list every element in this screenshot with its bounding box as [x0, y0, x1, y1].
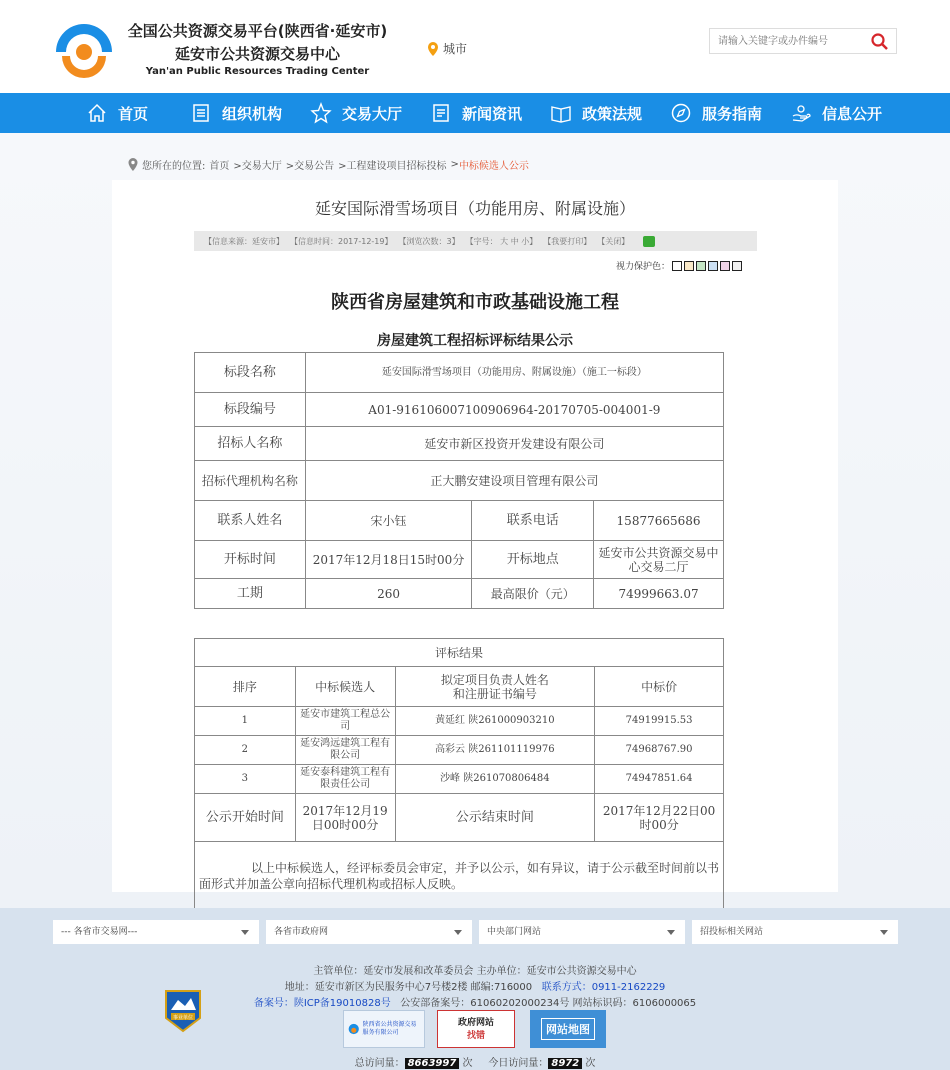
compass-icon	[670, 102, 692, 124]
book-icon	[550, 102, 572, 124]
nav-item-policy[interactable]	[550, 93, 642, 133]
open-time-value: 2017年12月18日15时00分	[305, 541, 472, 579]
home-icon	[86, 102, 108, 124]
company-cell: 延安市建筑工程总公司	[295, 707, 395, 736]
bidding-sites-select[interactable]	[692, 920, 898, 944]
star-icon	[310, 102, 332, 124]
trading-logo-icon	[348, 1020, 360, 1038]
nav-item-service-guide[interactable]	[670, 93, 762, 133]
select-value: --- 各省市交易网---	[61, 927, 138, 937]
table-row	[195, 707, 724, 736]
table-row	[195, 427, 724, 461]
news-icon	[430, 102, 452, 124]
eye-color-blue[interactable]	[708, 261, 718, 271]
breadcrumb-announcement[interactable]: >交易公告	[285, 161, 335, 172]
table-label: 开标时间	[195, 541, 306, 579]
error-report-line1: 政府网站	[457, 1018, 494, 1028]
nav-item-organization[interactable]	[190, 93, 282, 133]
article-subheading: 房屋建筑工程招标评标结果公示	[377, 333, 573, 349]
info-time: 【信息时间：2017-12-19】	[290, 236, 393, 246]
article-title: 延安国际滑雪场项目（功能用房、附属设施）	[314, 199, 635, 218]
footer-record-line	[0, 994, 950, 1009]
table-label: 招标代理机构名称	[195, 461, 306, 501]
table-row	[195, 393, 724, 427]
company-cell: 延安泰科建筑工程有限责任公司	[295, 765, 395, 794]
nav-label: 组织机构	[222, 104, 283, 123]
font-small-link[interactable]: 小】	[521, 236, 538, 246]
table-label: 联系电话	[472, 501, 594, 541]
breadcrumb	[128, 157, 529, 172]
font-size-label: 【字号：	[465, 236, 498, 246]
print-link[interactable]: 【我要打印】	[543, 236, 592, 246]
company-cell: 延安鸿远建筑工程有限公司	[295, 736, 395, 765]
select-value: 各省市政府网	[274, 927, 329, 937]
breadcrumb-trading-hall[interactable]: >交易大厅	[233, 161, 282, 172]
visit-unit: 次	[462, 1058, 473, 1069]
manager-cell: 黄延红 陕261000903210	[395, 707, 595, 736]
result-caption: 评标结果	[195, 639, 724, 667]
article-heading: 陕西省房屋建筑和市政基础设施工程	[331, 292, 619, 313]
bid-result-table	[194, 638, 724, 910]
column-header: 中标价	[595, 667, 724, 707]
visit-counter	[0, 1054, 950, 1069]
column-header: 排序	[195, 667, 296, 707]
hand-icon	[790, 102, 812, 124]
table-row	[195, 765, 724, 794]
info-source: 【信息来源：延安市】	[204, 236, 284, 246]
error-report-line2: 找错	[466, 1031, 485, 1041]
footer-record: 公安部备案号：61060202000234号 网站标识码：6106000065	[400, 998, 697, 1009]
font-large-link[interactable]: 大	[500, 236, 509, 246]
table-label: 标段名称	[195, 353, 306, 393]
section-no-value: A01-916106007100906964-20170705-004001-9	[305, 393, 723, 427]
table-row	[195, 842, 724, 910]
chevron-down-icon	[241, 930, 249, 935]
publicity-end-value: 2017年12月22日00时00分	[595, 794, 724, 842]
price-cell: 74947851.64	[595, 765, 724, 794]
total-visits-value: 8663997	[405, 1058, 460, 1069]
table-row	[195, 353, 724, 393]
select-value: 中央部门网站	[487, 927, 542, 937]
info-views: 【浏览次数：3】	[398, 236, 460, 246]
location-pin-icon	[128, 158, 138, 171]
table-row	[195, 501, 724, 541]
breadcrumb-prefix: 您所在的位置:	[142, 161, 206, 172]
eye-protection-label: 视力保护色：	[616, 262, 671, 272]
publicity-start-value: 2017年12月19日00时00分	[295, 794, 395, 842]
eye-color-white[interactable]	[672, 261, 682, 271]
today-visits-label: 今日访问量：	[488, 1058, 549, 1069]
nav-item-home[interactable]	[86, 93, 148, 133]
location-pin-icon	[427, 42, 439, 56]
table-header-row	[195, 667, 724, 707]
contact-value: 宋小钰	[305, 501, 472, 541]
nav-label: 交易大厅	[342, 104, 403, 123]
visit-unit: 次	[585, 1058, 596, 1069]
agency-value: 正大鹏安建设项目管理有限公司	[305, 461, 723, 501]
section-name-value: 延安国际滑雪场项目（功能用房、附属设施）（施工一标段）	[305, 353, 723, 393]
rank-cell: 2	[195, 736, 296, 765]
table-row	[195, 736, 724, 765]
icp-link[interactable]: 备案号：陕ICP备19010828号	[253, 998, 391, 1009]
bid-info-table	[194, 352, 724, 609]
search-icon[interactable]	[870, 32, 890, 52]
search-input[interactable]	[710, 29, 860, 53]
chevron-down-icon	[880, 930, 888, 935]
column-header: 拟定项目负责人姓名和注册证书编号	[395, 667, 595, 707]
close-link[interactable]: 【关闭】	[597, 236, 630, 246]
article-panel	[112, 180, 838, 892]
table-row	[195, 639, 724, 667]
font-medium-link[interactable]: 中	[510, 236, 519, 246]
total-visits-label: 总访问量：	[354, 1058, 405, 1069]
main-nav	[0, 93, 950, 133]
today-visits-value: 8972	[548, 1058, 582, 1069]
site-title	[120, 20, 395, 77]
breadcrumb-home[interactable]: 首页	[209, 161, 230, 172]
gov-site-error-report[interactable]	[437, 1010, 515, 1048]
price-cell: 74968767.90	[595, 736, 724, 765]
eye-color-green[interactable]	[696, 261, 706, 271]
open-place-value: 延安市公共资源交易中心交易二厅	[594, 541, 724, 579]
nav-label: 新闻资讯	[462, 104, 523, 123]
period-value: 260	[305, 579, 472, 609]
site-title-line1: 全国公共资源交易平台(陕西省·延安市)	[127, 22, 388, 40]
provincial-gov-select[interactable]	[266, 920, 472, 944]
search-box	[709, 28, 897, 54]
public-institution-badge[interactable]	[163, 988, 203, 1033]
site-logo[interactable]	[52, 16, 116, 78]
city-label: 城市	[443, 42, 468, 56]
table-label: 联系人姓名	[195, 501, 306, 541]
column-header: 中标候选人	[295, 667, 395, 707]
nav-label: 服务指南	[702, 104, 763, 123]
wechat-share-icon[interactable]	[643, 236, 655, 247]
tenderer-value: 延安市新区投资开发建设有限公司	[305, 427, 723, 461]
article-info-bar	[194, 231, 757, 251]
city-selector[interactable]	[427, 40, 467, 57]
notice-text: 以上中标候选人，经评标委员会审定，并予以公示，如有异议，请于公示截至时间前以书面形式并加盖公章向招标代理机构或招标人反映。	[195, 842, 724, 910]
trading-logo-text: 陕西省公共资源交易服务有限公司	[362, 1021, 417, 1036]
breadcrumb-separator: >	[450, 159, 459, 170]
site-title-line2: 延安市公共资源交易中心	[174, 45, 340, 63]
chevron-down-icon	[667, 930, 675, 935]
manager-cell: 沙峰 陕261070806484	[395, 765, 595, 794]
price-cell: 74919915.53	[595, 707, 724, 736]
nav-label: 信息公开	[822, 104, 883, 123]
table-label: 公示结束时间	[395, 794, 595, 842]
table-row	[195, 541, 724, 579]
rank-cell: 1	[195, 707, 296, 736]
nav-label: 首页	[118, 104, 149, 123]
eye-color-gray[interactable]	[732, 261, 742, 271]
footer	[0, 908, 950, 1070]
site-map-link[interactable]	[530, 1010, 606, 1048]
breadcrumb-construction[interactable]: >工程建设项目招标投标	[338, 161, 447, 172]
breadcrumb-current: 中标候选人公示	[458, 161, 529, 172]
shaanxi-trading-logo[interactable]	[343, 1010, 425, 1048]
chevron-down-icon	[454, 930, 462, 935]
provincial-trading-select[interactable]	[53, 920, 259, 944]
footer-contact: 联系方式：0911-2162229	[541, 982, 666, 993]
table-row	[195, 461, 724, 501]
footer-address: 地址：延安市新区为民服务中心7号楼2楼 邮编:716000	[284, 982, 533, 993]
table-label: 公示开始时间	[195, 794, 296, 842]
site-map-label: 网站地图	[541, 1018, 595, 1040]
eye-color-beige[interactable]	[684, 261, 694, 271]
table-label: 工期	[195, 579, 306, 609]
footer-sponsor: 主管单位：延安市发展和改革委员会 主办单位：延安市公共资源交易中心	[313, 966, 637, 977]
site-title-en: Yan'an Public Resources Trading Center	[145, 66, 370, 77]
nav-item-info-public[interactable]	[790, 93, 882, 133]
nav-label: 政策法规	[582, 104, 643, 123]
footer-address-line	[0, 978, 950, 993]
rank-cell: 3	[195, 765, 296, 794]
table-label: 最高限价（元）	[472, 579, 594, 609]
select-value: 招投标相关网站	[700, 927, 764, 937]
nav-item-news[interactable]	[430, 93, 522, 133]
header	[0, 0, 950, 93]
phone-value: 15877665686	[594, 501, 724, 541]
table-label: 招标人名称	[195, 427, 306, 461]
table-row	[195, 794, 724, 842]
document-icon	[190, 102, 212, 124]
eye-color-pink[interactable]	[720, 261, 730, 271]
table-label: 标段编号	[195, 393, 306, 427]
central-dept-select[interactable]	[479, 920, 685, 944]
max-price-value: 74999663.07	[594, 579, 724, 609]
table-label: 开标地点	[472, 541, 594, 579]
table-row	[195, 579, 724, 609]
manager-cell: 高彩云 陕261101119976	[395, 736, 595, 765]
badge-label: 事业单位	[172, 1015, 194, 1021]
eye-protection-colors	[616, 259, 742, 272]
nav-item-trading-hall[interactable]	[310, 93, 402, 133]
